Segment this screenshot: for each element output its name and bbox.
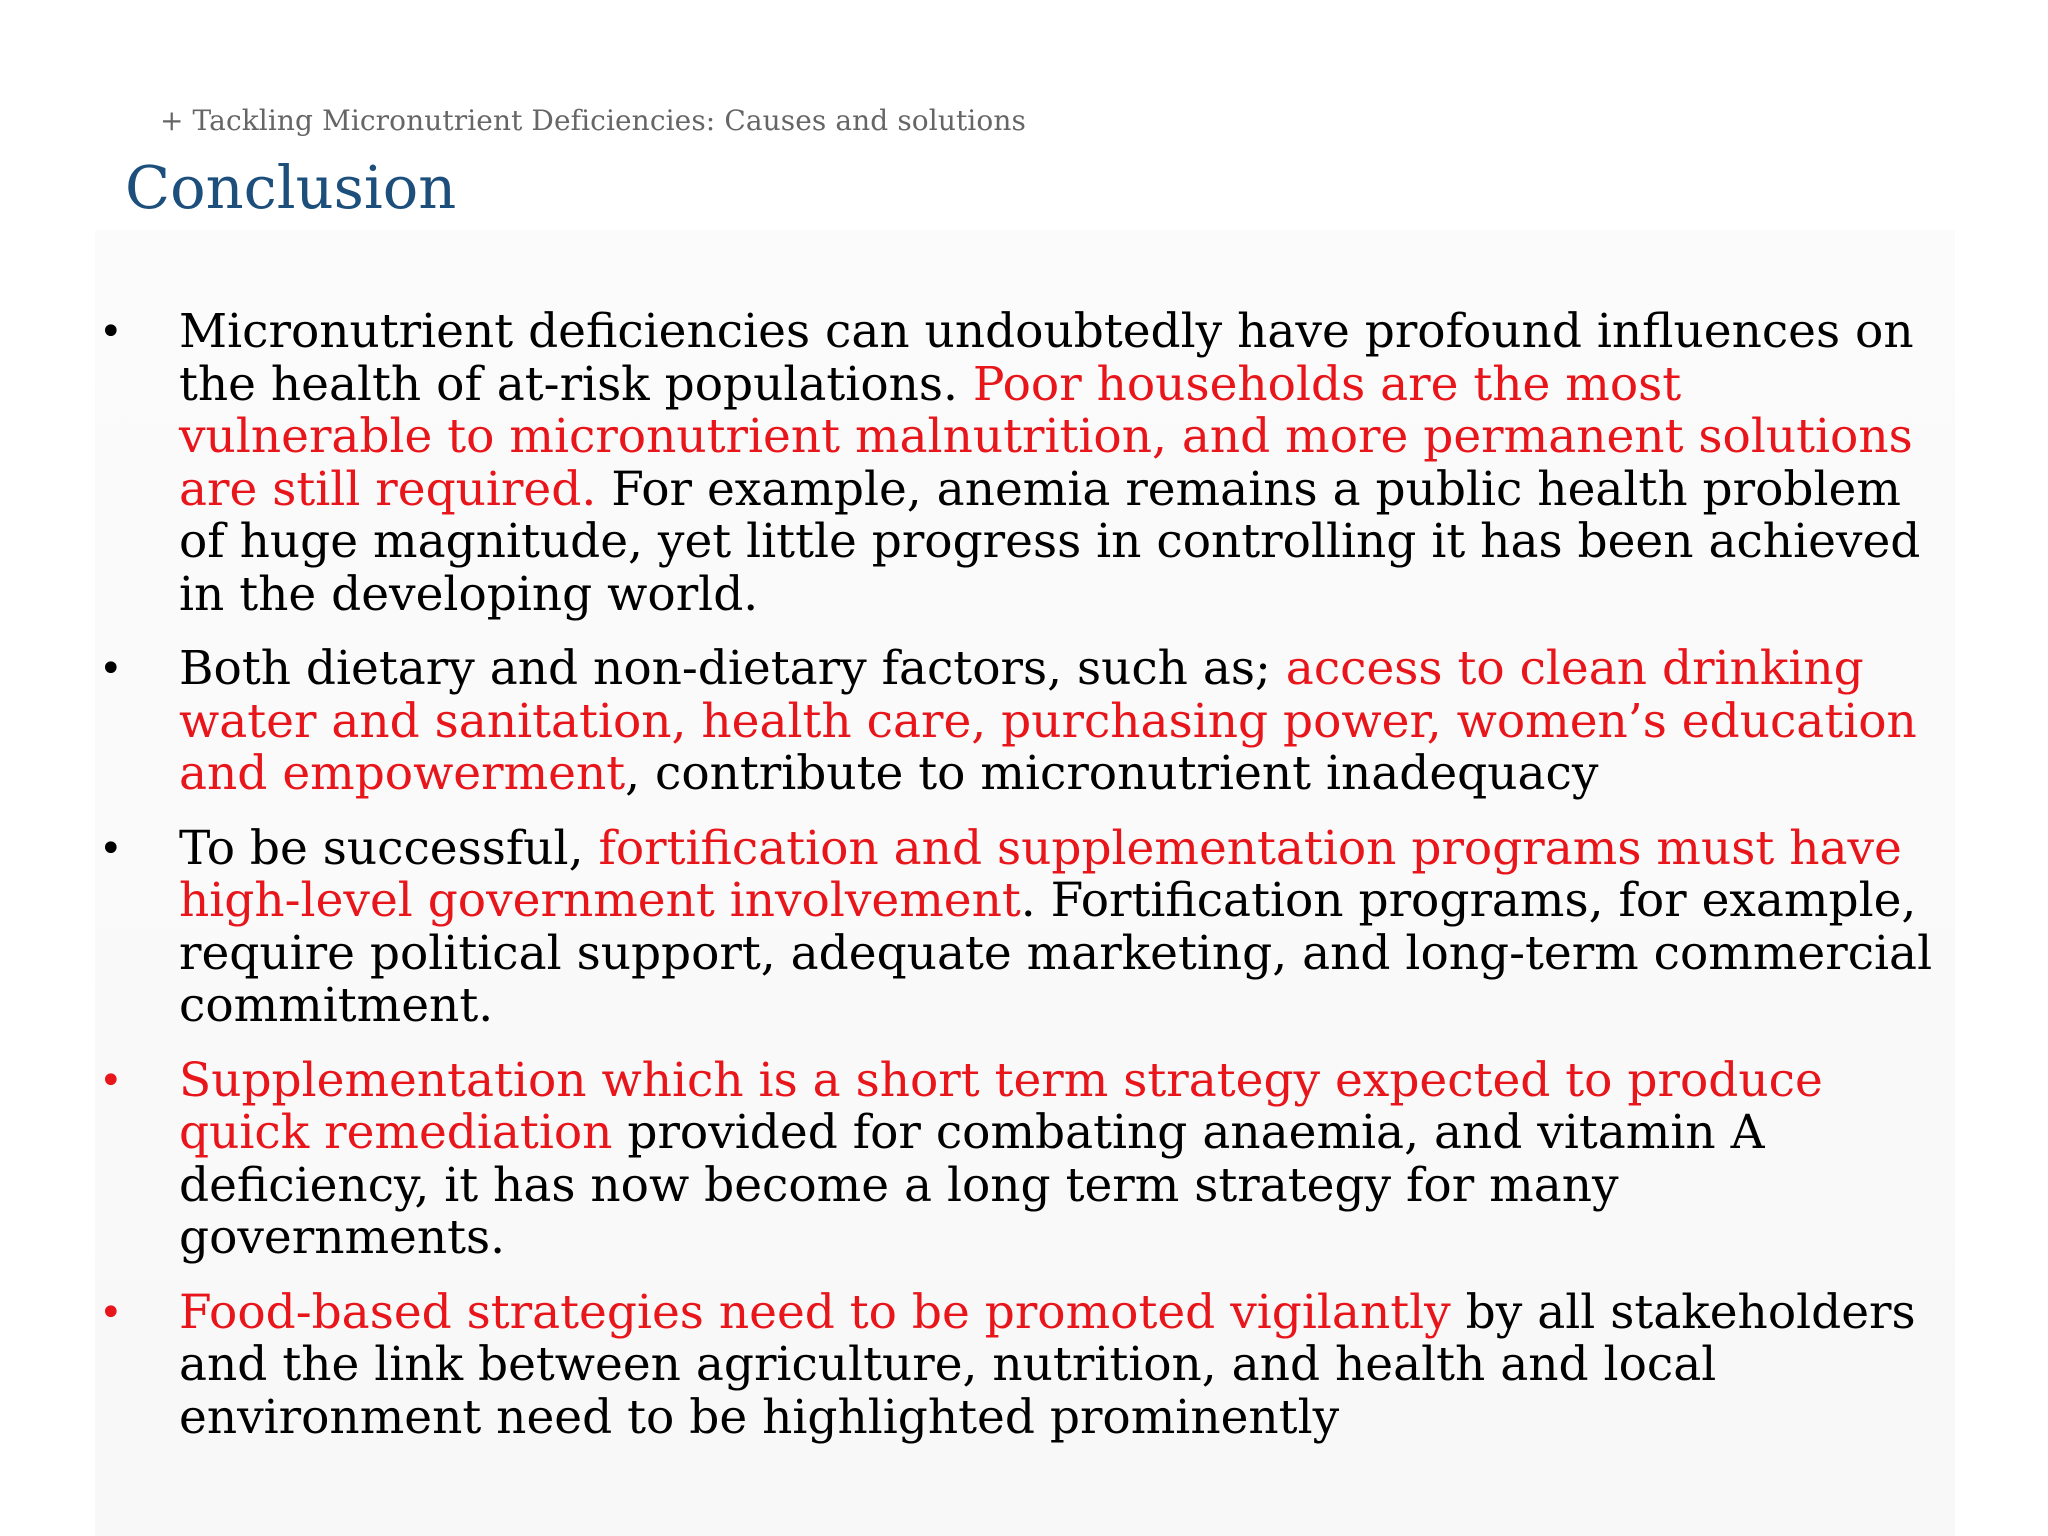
bullet-text-segment: . Fortification programs, for example, require political support, adequate marketing, and long-term commercial commitment. [179,873,1933,1033]
slide-title: Conclusion [125,153,457,222]
bullet-item [0,1284,1939,1445]
bullet-text-emphasis: fortification and supplementation programs must have high-level government involvement [179,820,1902,928]
bullet-text-emphasis: Food-based strategies need to be promoted vigilantly [179,1284,1451,1340]
bullet-item [0,643,1939,801]
slide-header: + Tackling Micronutrient Deficiencies: Causes and solutions [160,104,1026,137]
bullet-text-segment: , contribute to micronutrient inadequacy [625,746,1599,801]
bullet-text [179,821,1932,1034]
bullet-text-segment: Both dietary and non-dietary factors, such as; [179,641,1286,696]
bullet-text [179,304,1920,622]
bullet-text-emphasis: Poor households are the most vulnerable to micronutrient malnutrition, and more permanent solutions are still required. [179,356,1913,517]
bullet-text-segment: For example, anemia remains a public health problem of huge magnitude, yet little progress in controlling it has been achieved in the developing world. [179,461,1921,622]
bullet-list [0,306,2048,1466]
bullet-text-segment: Micronutrient deficiencies can undoubtedly have profound influences on the health of at-risk populations. [179,304,1914,412]
bullet-text-segment: by all stakeholders and the link between agriculture, nutrition, and health and local environment need to be highlighted prominently [179,1284,1916,1445]
bullet-item [0,820,1939,1033]
bullet-marker: • [99,825,123,872]
bullet-marker: • [99,309,123,355]
bullet-text [179,641,1917,801]
bullet-marker: • [99,646,123,692]
bullet-text-emphasis: access to clean drinking water and sanitation, health care, purchasing power, women’s education and empowerment [179,641,1917,801]
bullet-text-segment: To be successful, [179,820,599,876]
bullet-text [179,1285,1916,1445]
bullet-text [179,1053,1823,1266]
bullet-marker: • [99,1289,123,1336]
bullet-item [0,1052,1939,1265]
bullet-text-segment: provided for combating anaemia, and vitamin A deficiency, it has now become a long term strategy for many governments. [179,1105,1765,1265]
bullet-item [0,306,1939,621]
bullet-text-emphasis: Supplementation which is a short term strategy expected to produce quick remediation [179,1052,1823,1160]
bullet-marker: • [99,1057,123,1104]
